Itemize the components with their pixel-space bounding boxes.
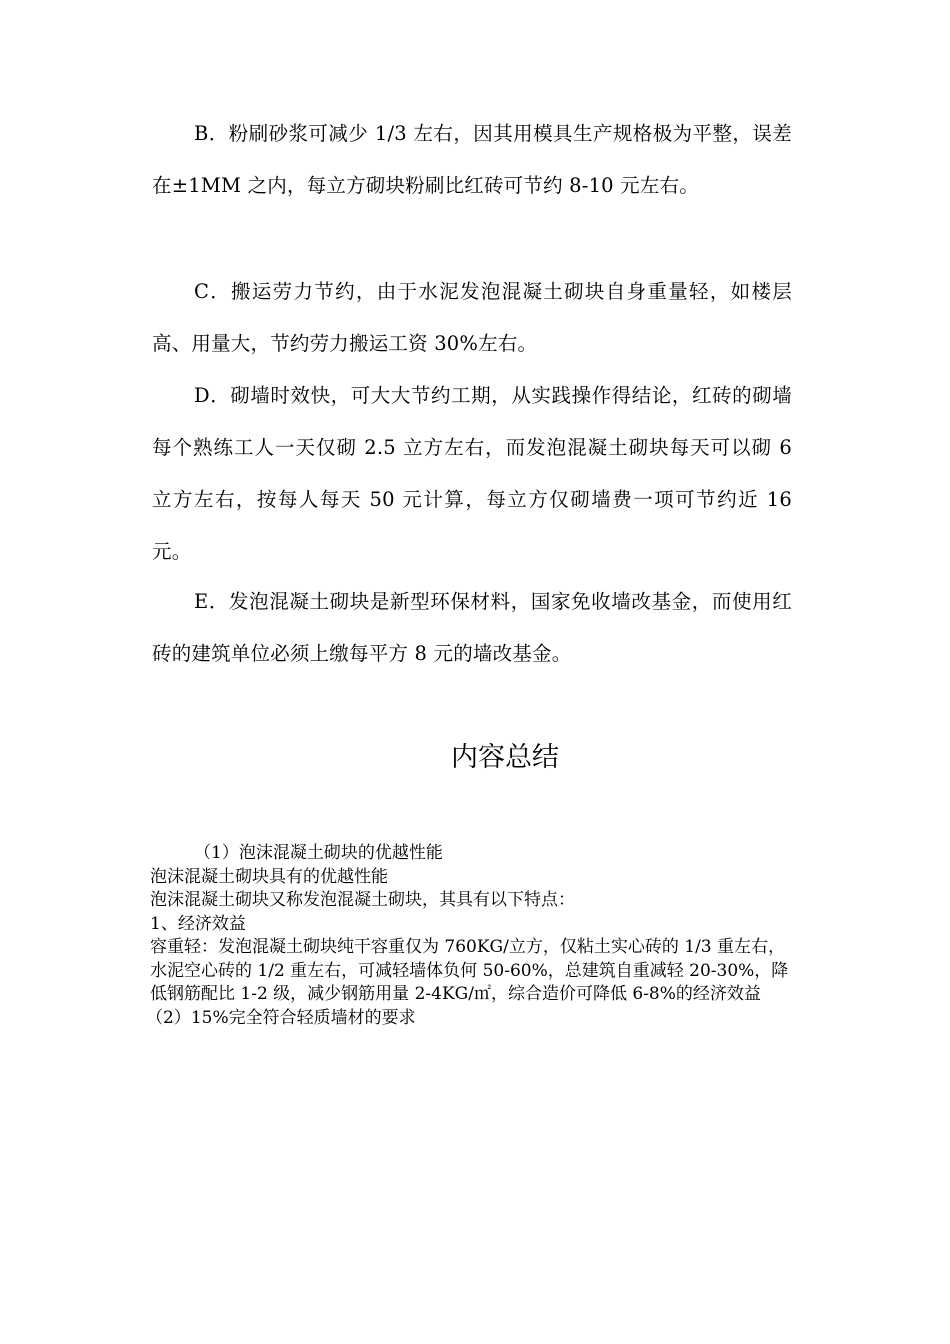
- summary-line-6: （2）15%完全符合轻质墙材的要求: [146, 1007, 416, 1028]
- summary-line-2: 泡沫混凝土砌块具有的优越性能: [150, 866, 388, 887]
- paragraph-b: B．粉刷砂浆可减少 1/3 左右，因其用模具生产规格极为平整，误差在±1MM 之内，每立方砌块粉刷比红砖可节约 8-10 元左右。: [152, 122, 792, 197]
- summary-line-5: 容重轻：发泡混凝土砌块纯干容重仅为 760KG/立方，仅粘土实心砖的 1/3 重左右，水泥空心砖的 1/2 重左右，可减轻墙体负何 50-60%，总建筑自重减轻 20-30%，降低钢筋配比 1-2 级，减少钢筋用量 2-4KG/㎡，综合造价可降低 6-8%的经济效益: [150, 937, 789, 1004]
- summary-heading: 内容总结: [451, 742, 559, 773]
- paragraph-d: D．砌墙时效快，可大大节约工期，从实践操作得结论，红砖的砌墙每个熟练工人一天仅砌 2.5 立方左右，而发泡混凝土砌块每天可以砌 6 立方左右，按每人每天 50 元计算，每立方仅砌墙费一项可节约近 16 元。: [152, 384, 792, 563]
- summary-line-4: 1、经济效益: [150, 913, 246, 934]
- summary-line-3: 泡沫混凝土砌块又称发泡混凝土砌块，其具有以下特点：: [150, 890, 575, 910]
- paragraph-e: E．发泡混凝土砌块是新型环保材料，国家免收墙改基金，而使用红砖的建筑单位必须上缴每平方 8 元的墙改基金。: [152, 590, 792, 665]
- summary-section: [146, 842, 790, 1030]
- paragraph-c: C．搬运劳力节约，由于水泥发泡混凝土砌块自身重量轻，如楼层高、用量大，节约劳力搬运工资 30%左右。: [152, 280, 792, 355]
- summary-line-1: （1）泡沫混凝土砌块的优越性能: [194, 843, 443, 863]
